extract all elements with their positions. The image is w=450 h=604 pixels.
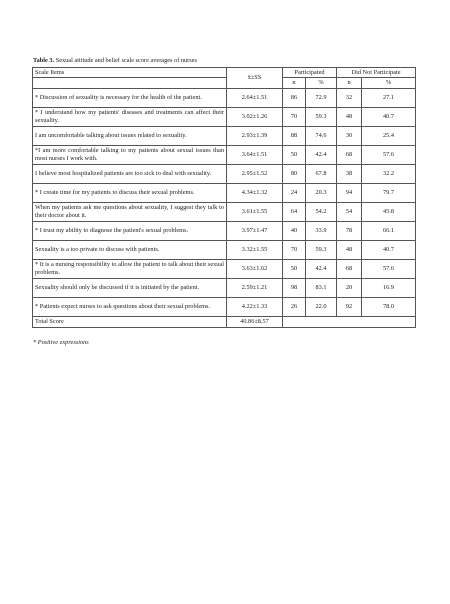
total-row [33,316,416,327]
total-mean-sd: 40.86±8.57 [227,316,283,327]
not-participated-pct: 25.4 [362,126,416,145]
not-participated-pct: 27.1 [362,88,416,107]
not-participated-pct: 40.7 [362,240,416,259]
scale-item-text: Sexuality should only be discussed if it is initiated by the patient. [33,278,227,297]
participated-pct: 33.9 [306,221,337,240]
not-participated-n: 68 [337,259,362,278]
header-row-2 [33,78,416,88]
participated-pct: 59.3 [306,240,337,259]
table-row [33,88,416,107]
header-n-not-participated: n [337,78,362,88]
not-participated-pct: 57.6 [362,259,416,278]
score-table [32,67,416,328]
header-row-1 [33,68,416,78]
participated-pct: 20.3 [306,183,337,202]
not-participated-pct: 32.2 [362,164,416,183]
mean-sd-value: 3.02±1.26 [227,107,283,126]
not-participated-n: 92 [337,297,362,316]
table-row [33,297,416,316]
scale-item-text: * Discussion of sexuality is necessary for the health of the patient. [33,88,227,107]
table-body [33,88,416,327]
not-participated-pct: 16.9 [362,278,416,297]
table-row [33,126,416,145]
not-participated-n: 94 [337,183,362,202]
table-row [33,107,416,126]
participated-pct: 42.4 [306,259,337,278]
participated-pct: 42.4 [306,145,337,164]
not-participated-pct: 66.1 [362,221,416,240]
scale-item-text: * It is a nursing responsibility to allow the patient to talk about their sexual problems. [33,259,227,278]
footnote: * Positive expressions [33,339,89,346]
mean-sd-value: 3.32±1.55 [227,240,283,259]
not-participated-pct: 57.6 [362,145,416,164]
mean-sd-value: 4.22±1.33 [227,297,283,316]
not-participated-n: 78 [337,221,362,240]
not-participated-n: 48 [337,240,362,259]
participated-n: 40 [283,221,306,240]
not-participated-n: 68 [337,145,362,164]
participated-n: 70 [283,240,306,259]
participated-n: 64 [283,202,306,221]
not-participated-n: 32 [337,88,362,107]
participated-n: 98 [283,278,306,297]
mean-sd-value: 3.64±1.51 [227,145,283,164]
mean-sd-value: 2.64±1.51 [227,88,283,107]
table-label: Table 3. [33,57,55,64]
participated-pct: 59.3 [306,107,337,126]
participated-pct: 83.1 [306,278,337,297]
participated-pct: 54.2 [306,202,337,221]
not-participated-pct: 45.8 [362,202,416,221]
participated-n: 88 [283,126,306,145]
header-n-participated: n [283,78,306,88]
table-row [33,164,416,183]
participated-n: 24 [283,183,306,202]
not-participated-n: 54 [337,202,362,221]
scale-item-text: * I trust my ability to diagnose the patient's sexual problems. [33,221,227,240]
scale-item-text: I am uncomfortable talking about issues related to sexuality. [33,126,227,145]
participated-n: 86 [283,88,306,107]
not-participated-n: 30 [337,126,362,145]
table-row [33,221,416,240]
table-row [33,259,416,278]
not-participated-n: 20 [337,278,362,297]
header-scale-items: Scale Items [33,68,227,78]
participated-n: 50 [283,145,306,164]
participated-n: 50 [283,259,306,278]
table-row [33,202,416,221]
not-participated-n: 48 [337,107,362,126]
mean-sd-value: 2.95±1.52 [227,164,283,183]
mean-sd-value: 4.34±1.32 [227,183,283,202]
participated-pct: 22.0 [306,297,337,316]
not-participated-pct: 40.7 [362,107,416,126]
scale-item-text: * Patients expect nurses to ask questions about their sexual problems. [33,297,227,316]
scale-item-text: *I am more comfortable talking to my patients about sexual issues than most nurses I work with. [33,145,227,164]
mean-sd-value: 2.59±1.21 [227,278,283,297]
table-caption [33,57,197,64]
not-participated-pct: 78.0 [362,297,416,316]
header-blank [33,78,227,88]
total-empty-cell [283,316,416,327]
table-row [33,278,416,297]
table-row [33,145,416,164]
mean-sd-value: 3.97±1.47 [227,221,283,240]
participated-pct: 72.9 [306,88,337,107]
mean-sd-value: 3.61±1.55 [227,202,283,221]
table-row [33,240,416,259]
header-did-not-participate: Did Not Participate [337,68,416,78]
header-pct-not-participated: % [362,78,416,88]
participated-n: 80 [283,164,306,183]
not-participated-pct: 79.7 [362,183,416,202]
mean-sd-value: 3.63±1.62 [227,259,283,278]
scale-item-text: Sexuality is a too private to discuss with patients. [33,240,227,259]
header-participated: Participated [283,68,337,78]
header-mean-sd: x̄±SS [227,68,283,89]
header-pct-participated: % [306,78,337,88]
not-participated-n: 38 [337,164,362,183]
participated-pct: 74.6 [306,126,337,145]
table-row [33,183,416,202]
participated-n: 26 [283,297,306,316]
participated-pct: 67.8 [306,164,337,183]
scale-item-text: When my patients ask me questions about sexuality, I suggest they talk to their doctor about it. [33,202,227,221]
scale-item-text: I believe most hospitalized patients are too sick to deal with sexuality. [33,164,227,183]
scale-item-text: * I create time for my patients to discuss their sexual problems. [33,183,227,202]
table-title: Sexual attitude and belief scale score averages of nurses [54,57,197,64]
total-label: Total Score [33,316,227,327]
participated-n: 70 [283,107,306,126]
mean-sd-value: 2.93±1.39 [227,126,283,145]
scale-item-text: * I understand how my patients' diseases and treatments can affect their sexuality. [33,107,227,126]
